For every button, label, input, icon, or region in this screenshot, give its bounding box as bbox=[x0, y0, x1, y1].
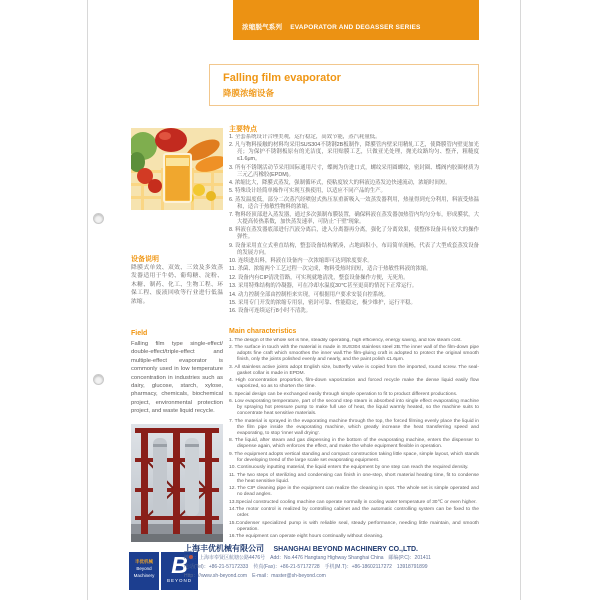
feature-item-zh: 1. 全套系统设计合理美观，运行稳定，高效节能，蒸汽耗量低。 bbox=[229, 134, 381, 140]
logo-brand-zh: 丰优机械 bbox=[135, 559, 153, 564]
logo-brand-en1: Beyond bbox=[136, 565, 152, 571]
evaporator-equipment-photo bbox=[131, 424, 223, 542]
feature-item-en: 16.The equipment can operate eight hours continually without cleaning. bbox=[229, 534, 384, 538]
feature-item-zh: 13. 采用特殊结构的冷凝器，可在冷却水温度30℃甚至更高的情况下正常运行。 bbox=[229, 283, 418, 290]
feature-item-en: 8. The liquid, after steam and gas dispensing in the bottom of the evaporating machine, enters the dispenser to dispense again, which enforces the effect, and make the whole equipment flexible in operation. bbox=[229, 438, 479, 450]
equipment-desc-text: 降膜式单效、双效、三效及多效蒸发器适用于牛奶、葡萄糖、淀粉、木糖、制药、化工、生物工程、环保工程、废液回收等行业进行低温浓缩。 bbox=[131, 265, 223, 305]
equipment-desc-heading: 设备说明 bbox=[131, 256, 159, 263]
field-text: Falling film type single-effect/ double-effect/triple-effect and multiple-effect evaporator is commonly used in low temperature concentration in industries such as dairy, glucose, starch, xylose, pharmacy, chemicals, biochemical project, environmental protection project, and waste liquid recycle. bbox=[131, 341, 223, 415]
feature-item-zh: 9. 设备采用直立式垂直结构，整套设备结构紧凑，占地面积小，布局简单流畅，代表了大型成套蒸发设备的发展方向。 bbox=[229, 242, 479, 256]
company-logo-left bbox=[129, 552, 159, 590]
feature-item-en: 11. The two steps of sterilizing and condensing can finish in one-step, short material heating time, fit to condense the heat sensitive liquid. bbox=[229, 472, 479, 484]
features-zh-heading: 主要特点 bbox=[229, 126, 257, 133]
feature-item-zh: 3. 所有不锈钢活动节采用国际通用尺寸，蝶阀为仿进口式，螺纹采用圆螺纹，密封圈、蝶阀内胶圈材质为三元乙丙橡胶(EPDM)。 bbox=[229, 164, 479, 178]
feature-item-en: 7. The material is sprayed in the evaporating machine through the top, the forced filming evenly place the liquid in the film pipe inside the evaporating machine, which greatly increase the heat transferring speed and evaporating, to stop 'inner wall drying'. bbox=[229, 418, 479, 436]
feature-item-zh: 16. 设备可连续运行8小时不清洗。 bbox=[229, 308, 312, 315]
feature-item-zh: 14. 动力控制全部由控制柜来实现，可根据用户要求安装自控系统。 bbox=[229, 291, 389, 298]
binder-hole bbox=[93, 213, 104, 224]
feature-item-en: 10. Continuously inputting material, the liquid enters the equipment by one step can reach the required density. bbox=[229, 465, 469, 471]
feature-item-zh: 12. 设备内有CIP清洗管路，可实现就地清洗，整套设备操作方便，无死角。 bbox=[229, 274, 409, 281]
features-zh-list bbox=[229, 134, 479, 324]
features-en-heading: Main characteristics bbox=[229, 328, 297, 335]
company-web-email: Http：//www.sh-beyond.com E-mail：master@sh-beyond.com bbox=[184, 573, 326, 579]
feature-item-en: 5. Special design can be exchanged easily through simple operation to fit to product different productions. bbox=[229, 391, 458, 397]
series-label-zh: 浓缩脱气系列 bbox=[242, 24, 283, 31]
feature-item-zh: 2. 凡与物料接触的材料均采用SUS304不锈钢2B板制作，降膜管内壁采用精轧工艺，使降膜管内壁更加光亮；为保护不锈钢板原有的光洁度，采用贴膜工艺，只做亚光处理，抛光纹路均匀、整齐，粗糙度≤1.6μm。 bbox=[229, 142, 479, 163]
feature-item-zh: 5. 特殊设计经简单操作可实现互换使用，以适应不同产品的生产。 bbox=[229, 188, 386, 195]
company-name-zh: 上海丰优机械有限公司 bbox=[184, 544, 264, 553]
feature-item-en: 13.Special constructed cooling machine can operate normally in cooling water temperature of 30℃ or even higher. bbox=[229, 499, 477, 505]
logo-beyond-text: BEYOND bbox=[166, 578, 192, 583]
field-heading: Field bbox=[131, 330, 148, 337]
feature-item-en: 9. The equipment adopts vertical standing and compact construction taking little space, simple layout, which stands for developing trend of the large scale set evaporating equipment. bbox=[229, 451, 479, 463]
title-box bbox=[209, 64, 479, 106]
feature-item-zh: 6. 蒸发温度低，部分二次蒸汽经喷射式热压泵重新吸入一效蒸发器利用，热量得到充分利用，料液受热温和，适合于热敏性物料的浓缩。 bbox=[229, 196, 479, 210]
feature-item-en: 14.The motor control is realized by controlling cabinet and the automatic controlling system can be fixed to the order. bbox=[229, 507, 479, 519]
feature-item-zh: 10. 连续进出料，料液在设备内一次浓缩即可达到浓度要求。 bbox=[229, 258, 373, 264]
feature-item-zh: 11. 杀菌、浓缩两个工艺过程一次完成，物料受热时间短，适合于热敏性料液的浓缩。 bbox=[229, 266, 432, 273]
feature-item-en: 2. The surface in touch with the material is made in SUS304 stainless steel 2B.The inner wall of the film-down pipe adopts fine craft which smoothes the inner wall.The film-gluing craft is adopted to protect the original smooth finish, only the joints polished evenly and nearly, and the paint polish ≤1.6μm. bbox=[229, 345, 479, 363]
juice-vegetables-photo bbox=[131, 128, 223, 210]
series-header-text bbox=[242, 22, 421, 31]
logo-b-mark: B bbox=[171, 552, 188, 578]
feature-item-en: 1. The design of the whole set is fine, steadily operating, high efficiency, energy saving, and low steam cost. bbox=[229, 338, 462, 343]
brochure-page bbox=[87, 0, 521, 600]
series-header-banner bbox=[233, 0, 479, 40]
feature-item-en: 15.Condenser specialized pump is with reliable seal, steady performance, needing little maintain, and smooth operation. bbox=[229, 520, 479, 532]
logo-brand-en2: Machinery bbox=[133, 572, 155, 578]
feature-item-en: 6. Low evaporating temperature, part of the second step steam is absorbed into single effect evaporating machine by spraying hot pressure pump to make full use of heat, the liquid warmly heated, so the machine suits to concentrate heat sensitive materials. bbox=[229, 399, 479, 417]
features-en-list bbox=[229, 338, 479, 538]
feature-item-zh: 15. 采用专门开发的浓缩专用泵，密封可靠、性能稳定，极少维护，运行平稳。 bbox=[229, 300, 416, 307]
feature-item-zh: 4. 浓缩比大，降膜式蒸发，强制循环式，使粘度较大的料液边蒸发边快速流动，浓缩时间短。 bbox=[229, 179, 451, 186]
company-name-en: SHANGHAI BEYOND MACHINERY CO.,LTD. bbox=[273, 546, 418, 553]
binder-hole bbox=[93, 374, 104, 385]
company-address: 地址：上海市奉贤区航塘公路4476号 Add：No.4476 Hangtang Highway Shanghai China 邮编(P.C)：201411 bbox=[184, 555, 431, 561]
feature-item-en: 12. The CIP cleaning pipe in the equipment can realize the cleaning in spot. The whole set is simple operated and no dead angles. bbox=[229, 486, 479, 498]
page-title-zh: 降膜浓缩设备 bbox=[223, 88, 275, 98]
series-label-en: EVAPORATOR AND DEGASSER SERIES bbox=[290, 24, 421, 31]
page-title-en: Falling film evaporator bbox=[223, 72, 341, 84]
feature-item-zh: 7. 物料经顶部进入蒸发器，通过多次强制布膜装置，确保料液在蒸发器加热管内均匀分布，形成膜状，大大提高传热系数，加快蒸发速率，可防止“干壁”现象。 bbox=[229, 212, 479, 225]
feature-item-en: 4. High concentration proportion, film-down vaporization and forced recycle make the dense liquid easily flow vaporized, so as to shorten the time. bbox=[229, 378, 479, 390]
company-contacts: 电话(Tel)：+86-21-57172333 传真(Fax)：+86-21-57172728 手机(M.T)：+86-18602117272 13918791899 bbox=[184, 564, 428, 570]
feature-item-en: 3. All stainless active joints adopt English size, butterfly valve is copied from the imported, round screw. The seal-gasket collar is made in EPDM. bbox=[229, 364, 479, 376]
feature-item-zh: 8. 料液在蒸发器底部进行汽液分离后，进入分离器再分离，强化了分离效果，使整体设备具有较大的操作弹性。 bbox=[229, 227, 479, 241]
